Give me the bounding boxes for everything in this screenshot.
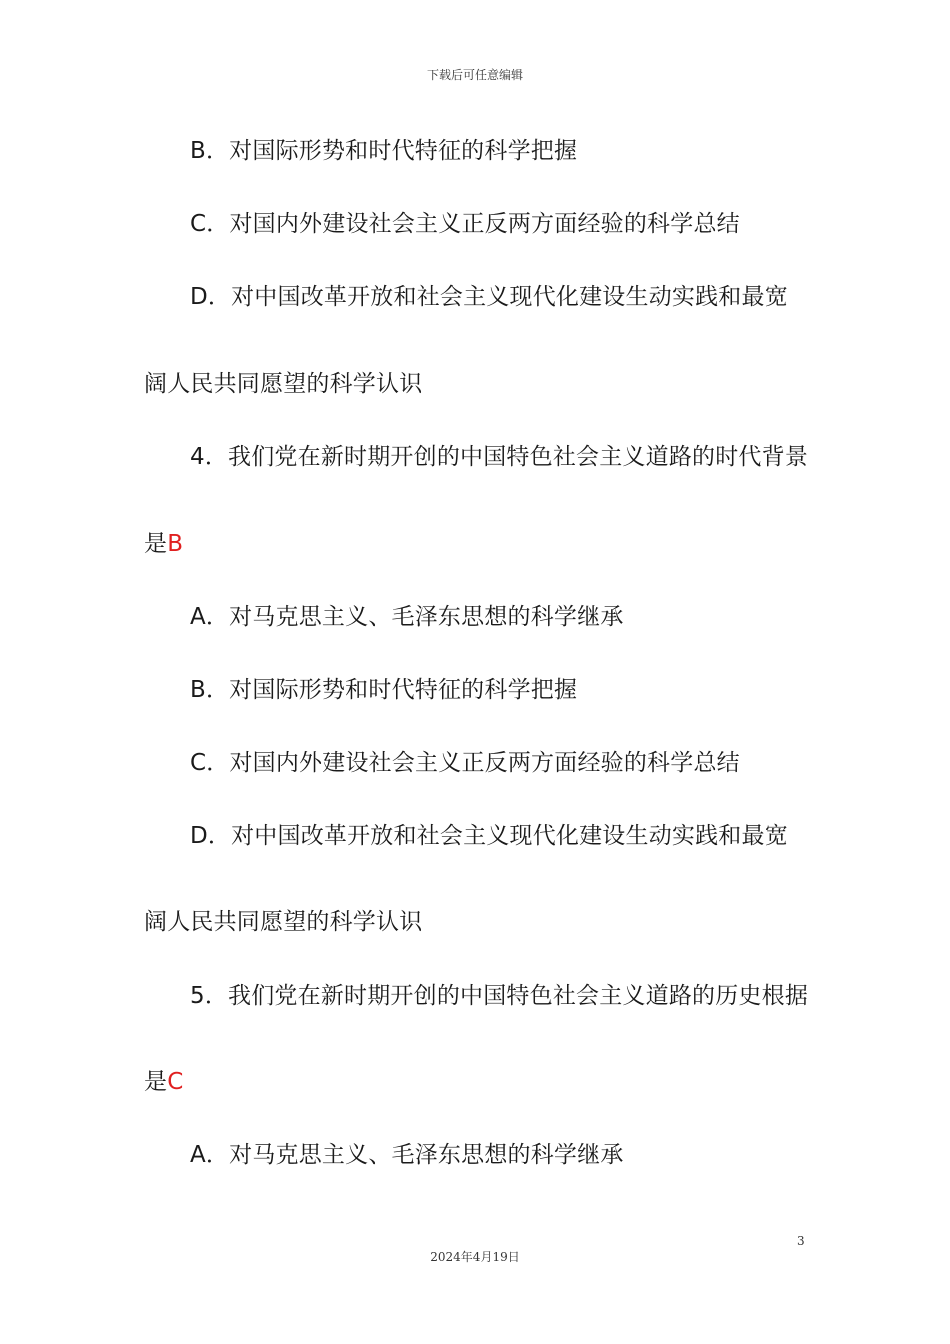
page-header: 下载后可任意编辑 <box>426 68 523 82</box>
option-b-line: B．对国际形势和时代特征的科学把握 <box>190 138 578 164</box>
question-5-tail: 是 <box>144 1069 168 1095</box>
question-5-answer: C <box>167 1069 184 1095</box>
question-4-answer: B <box>167 531 184 557</box>
question-5-continuation <box>144 1067 183 1097</box>
question-4-continuation <box>144 529 183 559</box>
option-d-line: D．对中国改革开放和社会主义现代化建设生动实践和最宽 <box>190 284 788 310</box>
option-a-line: A．对马克思主义、毛泽东思想的科学继承 <box>190 1142 624 1168</box>
question-4-tail: 是 <box>144 531 168 557</box>
option-c-line: C．对国内外建设社会主义正反两方面经验的科学总结 <box>190 211 740 237</box>
page-number: 3 <box>797 1234 805 1248</box>
question-5-line: 5．我们党在新时期开创的中国特色社会主义道路的历史根据 <box>190 983 809 1009</box>
option-d-continuation: 阔人民共同愿望的科学认识 <box>144 909 423 935</box>
question-4-line: 4．我们党在新时期开创的中国特色社会主义道路的时代背景 <box>190 444 809 470</box>
option-d-continuation: 阔人民共同愿望的科学认识 <box>144 371 423 397</box>
option-a-line: A．对马克思主义、毛泽东思想的科学继承 <box>190 604 624 630</box>
option-d-line: D．对中国改革开放和社会主义现代化建设生动实践和最宽 <box>190 823 788 849</box>
option-c-line: C．对国内外建设社会主义正反两方面经验的科学总结 <box>190 750 740 776</box>
footer-date: 2024年4月19日 <box>430 1250 520 1264</box>
option-b-line: B．对国际形势和时代特征的科学把握 <box>190 677 578 703</box>
